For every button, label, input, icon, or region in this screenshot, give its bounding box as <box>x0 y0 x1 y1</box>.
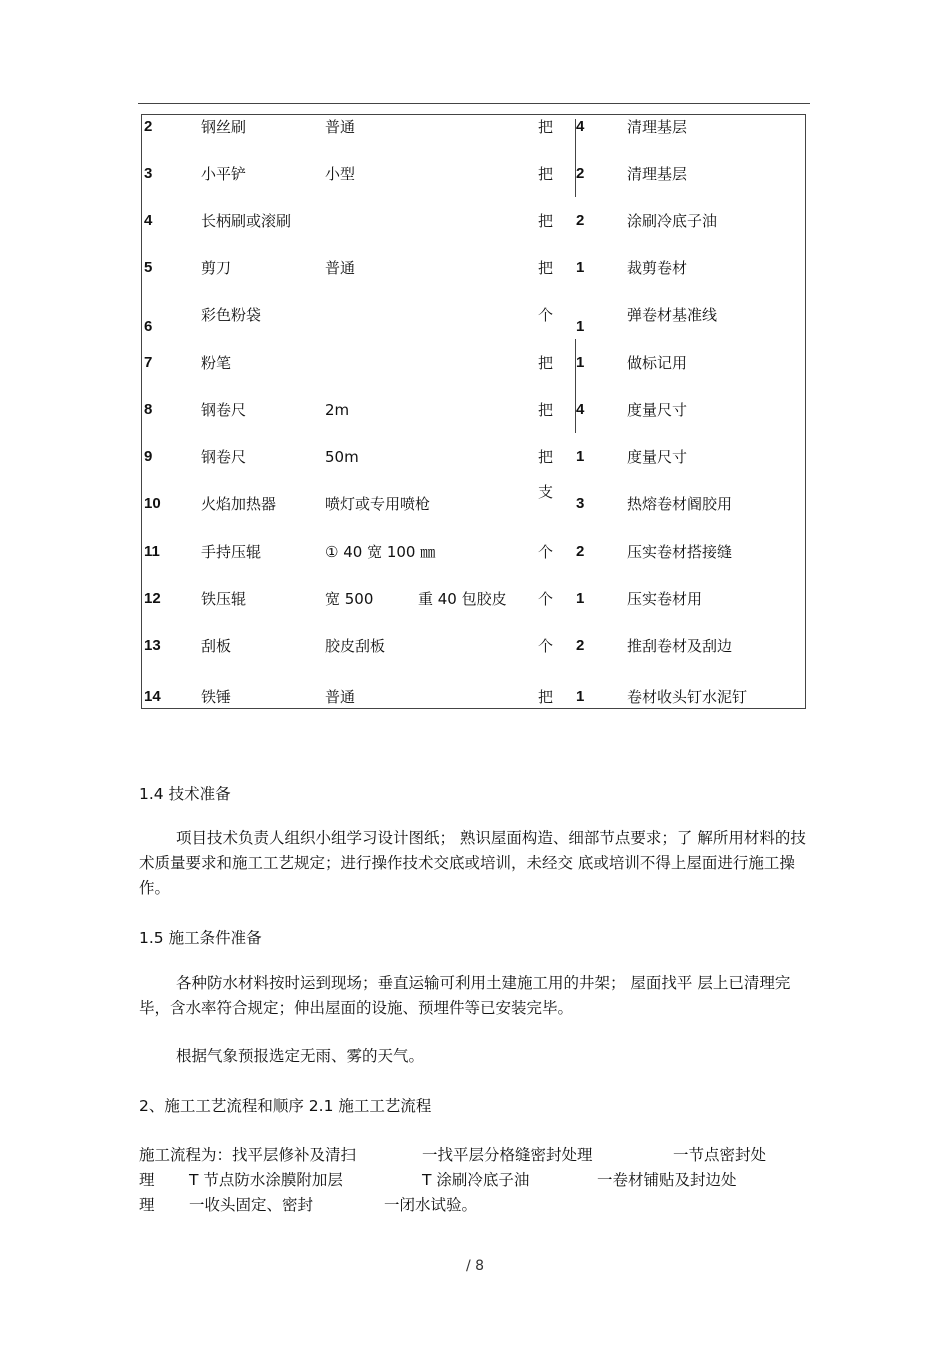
table-row <box>142 447 805 477</box>
tool-spec: 胶皮刮板 <box>325 637 386 655</box>
table-row <box>142 353 805 383</box>
tool-name: 钢丝刷 <box>201 118 247 136</box>
tool-unit: 个 <box>538 306 554 324</box>
row-number: 4 <box>144 212 153 229</box>
tool-usage: 推刮卷材及刮边 <box>627 637 733 655</box>
row-number: 12 <box>144 590 161 607</box>
tool-usage: 压实卷材搭接缝 <box>627 543 733 561</box>
tool-usage: 裁剪卷材 <box>627 259 688 277</box>
paragraph-tech-prep: 项目技术负责人组织小组学习设计图纸； 熟识屋面构造、细部节点要求；了 解所用材料的技术质量要求和施工工艺规定；进行操作技术交底或培训，未经交 底或培训不得上屋面进行施工操作。 <box>139 829 806 897</box>
tool-name: 剪刀 <box>201 259 232 277</box>
tool-name: 铁压辊 <box>201 590 247 608</box>
tool-unit: 把 <box>538 688 554 706</box>
table-row <box>142 636 805 666</box>
tool-usage: 清理基层 <box>627 165 688 183</box>
tool-spec: 喷灯或专用喷枪 <box>325 495 431 513</box>
flow-step: 理 <box>139 1171 155 1189</box>
table-row <box>142 211 805 241</box>
page-number: / 8 <box>465 1258 485 1274</box>
tool-quantity: 1 <box>576 590 585 607</box>
tool-unit: 把 <box>538 212 554 230</box>
tool-usage: 涂刷冷底子油 <box>627 212 718 230</box>
tool-usage: 压实卷材用 <box>627 590 703 608</box>
row-number: 7 <box>144 354 153 371</box>
table-row <box>142 164 805 194</box>
tool-usage: 弹卷材基准线 <box>627 306 718 324</box>
tool-quantity: 2 <box>576 637 585 654</box>
tool-spec: 小型 <box>325 165 356 183</box>
tool-quantity: 1 <box>576 448 585 465</box>
tool-spec: 2m <box>325 401 350 419</box>
row-number: 10 <box>144 495 161 512</box>
flow-step: 一找平层分格缝密封处理 <box>422 1146 593 1164</box>
row-number: 11 <box>144 543 160 560</box>
tool-name: 火焰加热器 <box>201 495 277 513</box>
tool-unit: 把 <box>538 118 554 136</box>
tool-spec-weight: 重 40 包胶皮 <box>418 590 507 608</box>
row-number: 5 <box>144 259 153 276</box>
tool-spec: 宽 500 <box>325 590 374 608</box>
tools-table <box>141 114 806 709</box>
table-row <box>142 687 805 717</box>
tool-name: 钢卷尺 <box>201 448 247 466</box>
row-number: 6 <box>144 318 153 335</box>
tool-usage: 热熔卷材阍胶用 <box>627 495 733 513</box>
tool-spec: 50m <box>325 448 359 466</box>
tool-quantity: 4 <box>576 401 585 418</box>
tool-unit: 把 <box>538 448 554 466</box>
tool-name: 彩色粉袋 <box>201 306 262 324</box>
tool-name: 铁锤 <box>201 688 232 706</box>
section-heading-1-5: 1.5 施工条件准备 <box>139 929 262 947</box>
tool-unit: 把 <box>538 401 554 419</box>
table-row <box>142 589 805 619</box>
tool-quantity: 3 <box>576 495 585 512</box>
table-row <box>142 258 805 288</box>
tool-usage: 清理基层 <box>627 118 688 136</box>
tool-unit: 支 <box>538 483 554 501</box>
tool-name: 钢卷尺 <box>201 401 247 419</box>
flow-step: 理 <box>139 1196 155 1214</box>
tool-quantity: 2 <box>576 543 585 560</box>
table-row <box>142 305 805 335</box>
tool-quantity: 1 <box>576 688 585 705</box>
tool-unit: 把 <box>538 354 554 372</box>
table-row <box>142 483 805 524</box>
section-heading-2: 2、施工工艺流程和顺序 2.1 施工工艺流程 <box>139 1097 432 1115</box>
tool-unit: 把 <box>538 165 554 183</box>
table-row <box>142 400 805 430</box>
tool-name: 手持压辊 <box>201 543 262 561</box>
row-number: 13 <box>144 637 161 654</box>
paragraph-weather: 根据气象预报选定无雨、雾的天气。 <box>176 1047 425 1065</box>
tool-unit: 个 <box>538 543 554 561</box>
flow-step: 一闭水试验。 <box>384 1196 478 1214</box>
tool-name: 长柄刷或滚刷 <box>201 212 292 230</box>
paragraph-conditions: 各种防水材料按时运到现场；垂直运输可利用土建施工用的井架； 屋面找平 层上已清理完毕，含水率符合规定；伸出屋面的设施、预埋件等已安装完毕。 <box>139 974 791 1017</box>
tool-unit: 个 <box>538 590 554 608</box>
tool-spec: ① 40 宽 100 ㎜ <box>325 543 436 561</box>
tool-spec: 普通 <box>325 259 356 277</box>
row-number: 9 <box>144 448 153 465</box>
tool-name: 刮板 <box>201 637 232 655</box>
tool-quantity: 1 <box>576 259 585 276</box>
flow-step: 施工流程为：找平层修补及清扫 <box>139 1146 357 1164</box>
tool-spec: 普通 <box>325 118 356 136</box>
tool-usage: 卷材收头钉水泥钉 <box>627 688 748 706</box>
row-number: 14 <box>144 688 161 705</box>
tool-unit: 把 <box>538 259 554 277</box>
tool-usage: 度量尺寸 <box>627 401 688 419</box>
tool-quantity: 1 <box>576 354 585 371</box>
tool-name: 小平铲 <box>201 165 247 183</box>
row-number: 2 <box>144 118 153 135</box>
tool-quantity: 2 <box>576 212 585 229</box>
tool-usage: 度量尺寸 <box>627 448 688 466</box>
flow-step: T 涂刷冷底子油 <box>422 1171 530 1189</box>
tool-unit: 个 <box>538 637 554 655</box>
tool-usage: 做标记用 <box>627 354 688 372</box>
tool-name: 粉笔 <box>201 354 232 372</box>
tool-spec: 普通 <box>325 688 356 706</box>
flow-step: T 节点防水涂膜附加层 <box>189 1171 343 1189</box>
row-number: 8 <box>144 401 153 418</box>
table-row <box>142 117 805 147</box>
flow-step: 一卷材铺贴及封边处 <box>597 1171 737 1189</box>
flow-step: 一收头固定、密封 <box>189 1196 314 1214</box>
top-rule <box>138 103 810 104</box>
table-row <box>142 542 805 572</box>
row-number: 3 <box>144 165 153 182</box>
tool-quantity: 4 <box>576 118 585 135</box>
tool-quantity: 1 <box>576 318 585 335</box>
section-heading-1-4: 1.4 技术准备 <box>139 785 231 803</box>
tool-quantity: 2 <box>576 165 585 182</box>
flow-step: 一节点密封处 <box>673 1146 767 1164</box>
